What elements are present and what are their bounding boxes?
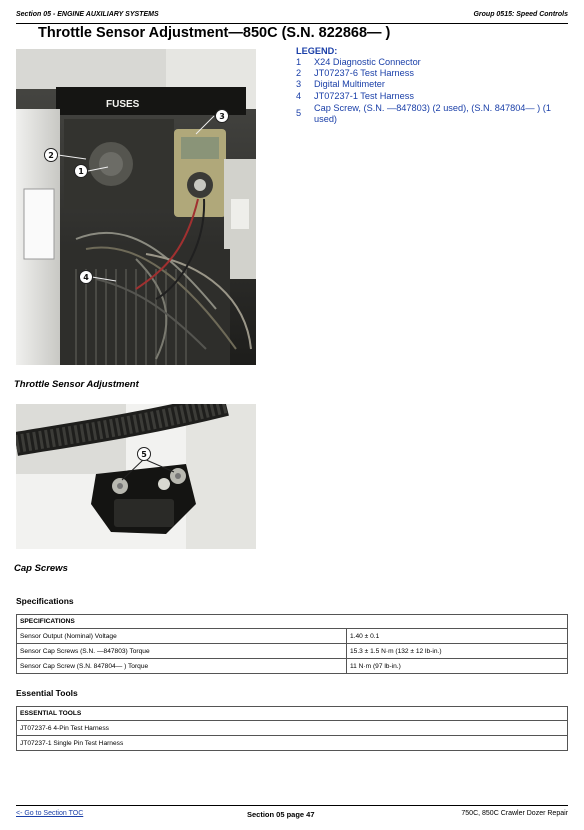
svg-text:3: 3	[219, 112, 225, 121]
legend-item-number: 4	[296, 90, 302, 101]
table-row	[17, 736, 568, 751]
callout-3-marker	[216, 110, 229, 123]
table-row	[17, 644, 568, 659]
table-row	[17, 629, 568, 644]
spec-value: 1.40 ± 0.1	[347, 629, 568, 644]
page-title: Throttle Sensor Adjustment—850C (S.N. 822868— )	[38, 25, 391, 41]
specifications-table	[16, 614, 568, 674]
legend-item-number: 1	[296, 57, 302, 67]
svg-text:2: 2	[48, 151, 54, 160]
page-footer	[16, 805, 568, 821]
legend-item-text: Digital Multimeter	[314, 79, 385, 90]
group-title: Group 0515: Speed Controls	[473, 11, 568, 18]
table-header: ESSENTIAL TOOLS	[17, 707, 568, 721]
legend-item-text: JT07237-6 Test Harness	[314, 68, 414, 79]
spec-label: Sensor Cap Screws (S.N. —847803) Torque	[17, 644, 347, 659]
legend-item	[296, 57, 571, 68]
specifications-heading: Specifications	[16, 596, 74, 606]
spec-label: Sensor Output (Nominal) Voltage	[17, 629, 347, 644]
table-header-row	[17, 707, 568, 721]
svg-text:4: 4	[83, 273, 89, 282]
legend-title: LEGEND:	[296, 46, 338, 56]
essential-tools-heading: Essential Tools	[16, 688, 78, 698]
legend-item-number: 2	[296, 68, 302, 79]
spec-value: 15.3 ± 1.5 N·m (132 ± 12 lb-in.)	[347, 644, 568, 659]
tool-name: JT07237-1 Single Pin Test Harness	[17, 736, 568, 751]
spec-label: Sensor Cap Screw (S.N. 847804— ) Torque	[17, 659, 347, 674]
figure-caption-throttle: Throttle Sensor Adjustment	[14, 379, 139, 390]
legend	[296, 45, 571, 125]
table-header-row	[17, 615, 568, 629]
fuse-label: FUSES	[106, 99, 140, 110]
figure-caption-cap-screws: Cap Screws	[14, 563, 68, 574]
throttle-sensor-photo	[16, 49, 256, 365]
section-toc-link[interactable]: <- Go to Section TOC	[16, 810, 84, 817]
legend-item	[296, 91, 571, 102]
svg-text:1: 1	[78, 167, 84, 176]
callout-4-marker	[80, 271, 93, 284]
page-number: Section 05 page 47	[247, 810, 315, 819]
table-header: SPECIFICATIONS	[17, 615, 568, 629]
section-title: Section 05 - ENGINE AUXILIARY SYSTEMS	[16, 11, 159, 18]
legend-item-text: Cap Screw, (S.N. —847803) (2 used), (S.N. 847804— ) (1 used)	[314, 102, 551, 125]
essential-tools-table	[16, 706, 568, 751]
legend-item	[296, 79, 571, 90]
callout-5-marker	[138, 448, 151, 461]
svg-text:5: 5	[141, 450, 147, 459]
legend-item	[296, 103, 571, 125]
legend-item	[296, 68, 571, 79]
legend-item-text: X24 Diagnostic Connector	[314, 57, 421, 67]
callout-1-marker	[75, 165, 88, 178]
table-row	[17, 659, 568, 674]
legend-item-number: 3	[296, 79, 302, 90]
legend-item-number: 5	[296, 107, 302, 118]
document-title: 750C, 850C Crawler Dozer Repair	[461, 810, 568, 817]
spec-value: 11 N·m (97 lb-in.)	[347, 659, 568, 674]
page-header	[16, 10, 568, 24]
callout-2-marker	[45, 149, 58, 162]
tool-name: JT07237-6 4-Pin Test Harness	[17, 721, 568, 736]
table-row	[17, 721, 568, 736]
cap-screws-photo	[16, 404, 256, 549]
legend-item-text: JT07237-1 Test Harness	[314, 90, 414, 101]
